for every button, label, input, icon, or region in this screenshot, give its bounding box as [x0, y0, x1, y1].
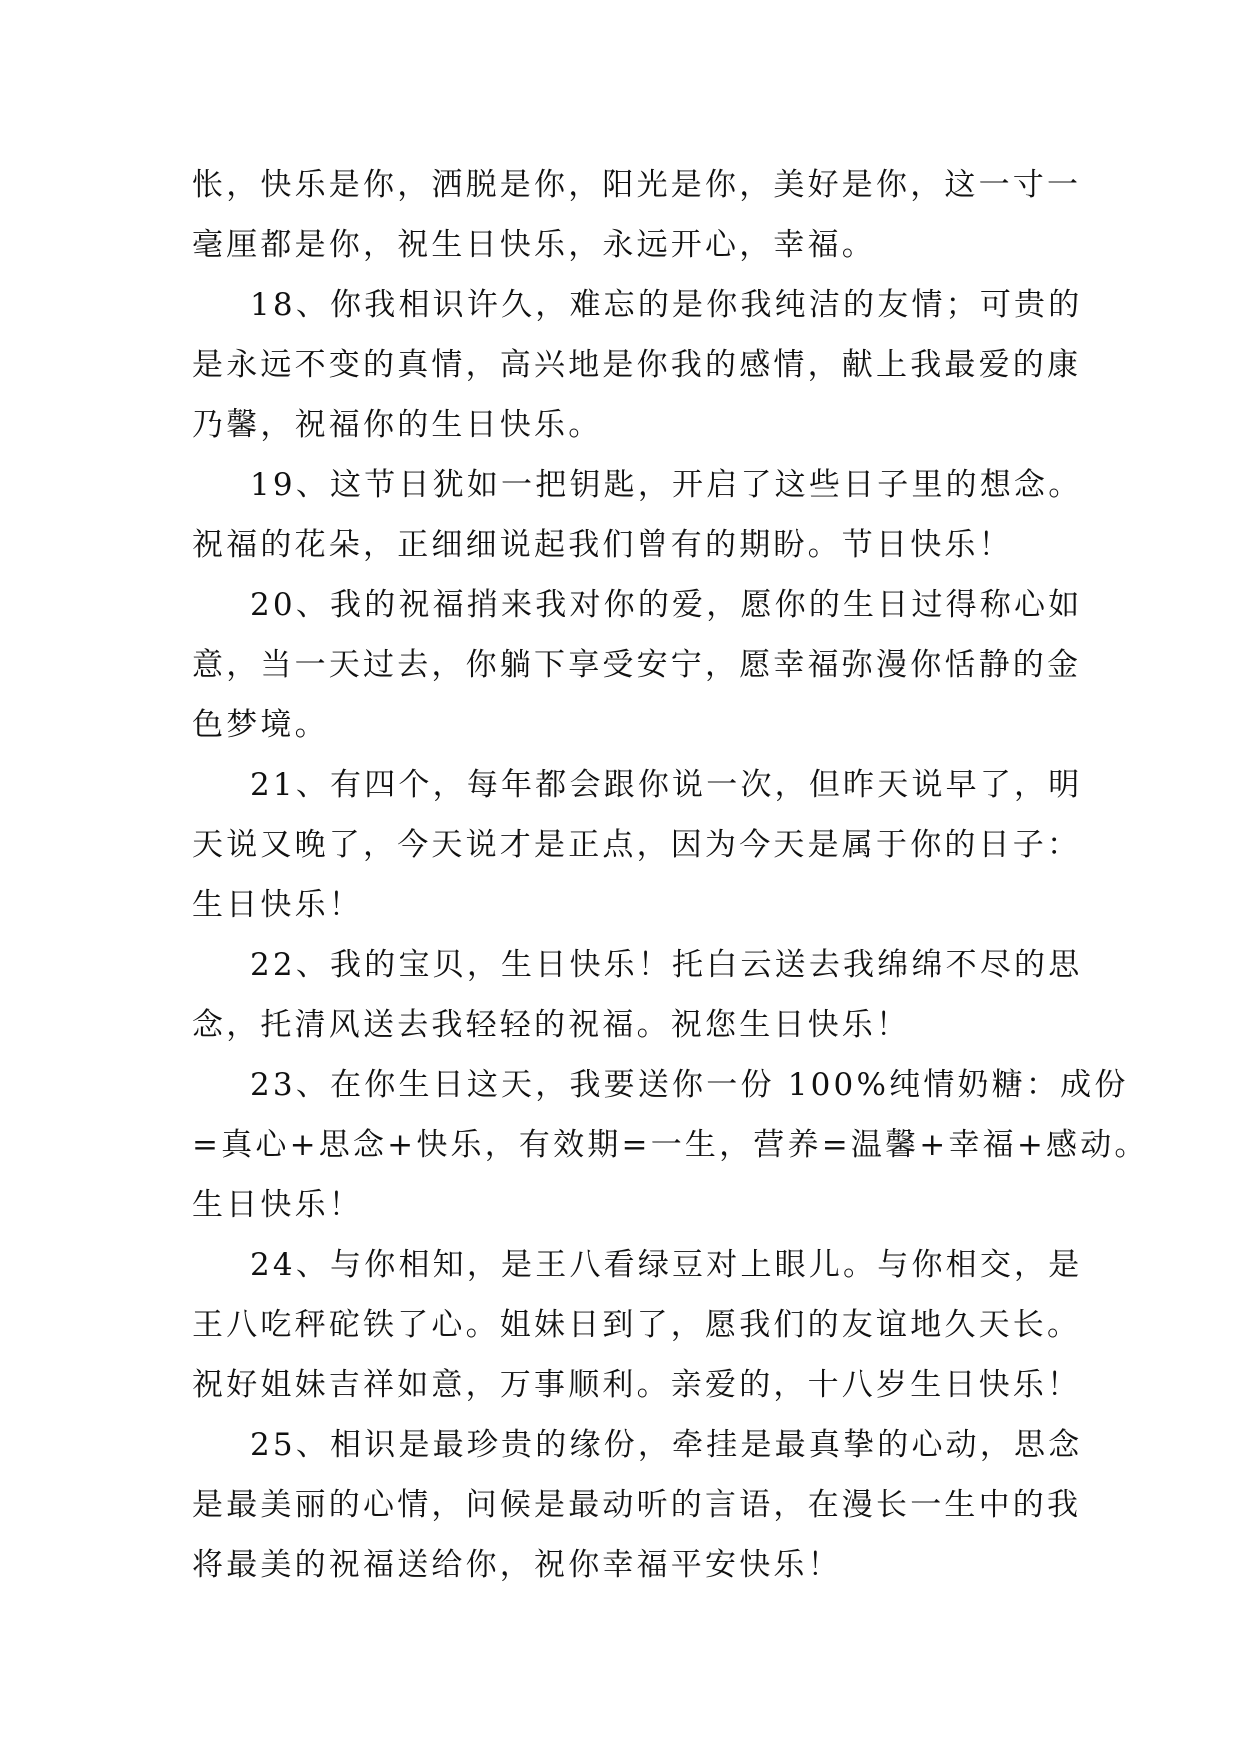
- text-line: 意，当一天过去，你躺下享受安宁，愿幸福弥漫你恬静的金: [192, 647, 1082, 683]
- text-line: 祝好姐妹吉祥如意，万事顺利。亲爱的，十八岁生日快乐！: [192, 1367, 1082, 1403]
- document-body: [192, 155, 1149, 1595]
- text-line: 王八吃秤砣铁了心。姐妹日到了，愿我们的友谊地久天长。: [192, 1307, 1082, 1343]
- text-line: 天说又晚了，今天说才是正点，因为今天是属于你的日子：: [192, 827, 1082, 863]
- text-line: 20、我的祝福捎来我对你的爱，愿你的生日过得称心如: [250, 587, 1083, 623]
- text-line: 23、在你生日这天，我要送你一份 100%纯情奶糖：成份: [250, 1067, 1129, 1103]
- paragraph-19: [192, 455, 1083, 575]
- paragraph-24: [192, 1235, 1083, 1415]
- paragraph-21: [192, 755, 1083, 935]
- text-line: 怅，快乐是你，洒脱是你，阳光是你，美好是你，这一寸一: [192, 167, 1082, 203]
- text-line: 念，托清风送去我轻轻的祝福。祝您生日快乐！: [192, 1007, 911, 1043]
- text-line: 25、相识是最珍贵的缘份，牵挂是最真挚的心动，思念: [250, 1427, 1083, 1463]
- text-line: =真心+思念+快乐，有效期=一生，营养=温馨+幸福+感动。: [192, 1127, 1149, 1163]
- paragraph-continuation: [192, 155, 1082, 275]
- text-line: 祝福的花朵，正细细说起我们曾有的期盼。节日快乐！: [192, 527, 1013, 563]
- paragraph-25: [192, 1415, 1083, 1595]
- paragraph-22: [192, 935, 1083, 1055]
- paragraph-20: [192, 575, 1083, 755]
- text-line: 18、你我相识许久，难忘的是你我纯洁的友情；可贵的: [250, 287, 1083, 323]
- text-line: 生日快乐！: [192, 1187, 363, 1223]
- text-line: 21、有四个，每年都会跟你说一次，但昨天说早了，明: [250, 767, 1083, 803]
- text-line: 毫厘都是你，祝生日快乐，永远开心，幸福。: [192, 227, 876, 263]
- text-line: 24、与你相知，是王八看绿豆对上眼儿。与你相交，是: [250, 1247, 1083, 1283]
- paragraph-23: [192, 1055, 1149, 1235]
- paragraph-18: [192, 275, 1083, 455]
- text-line: 19、这节日犹如一把钥匙，开启了这些日子里的想念。: [250, 467, 1083, 503]
- text-line: 生日快乐！: [192, 887, 363, 923]
- text-line: 乃馨，祝福你的生日快乐。: [192, 407, 603, 443]
- text-line: 是永远不变的真情，高兴地是你我的感情，献上我最爱的康: [192, 347, 1082, 383]
- text-line: 将最美的祝福送给你，祝你幸福平安快乐！: [192, 1547, 842, 1583]
- text-line: 色梦境。: [192, 707, 329, 743]
- text-line: 22、我的宝贝，生日快乐！托白云送去我绵绵不尽的思: [250, 947, 1083, 983]
- text-line: 是最美丽的心情，问候是最动听的言语，在漫长一生中的我: [192, 1487, 1082, 1523]
